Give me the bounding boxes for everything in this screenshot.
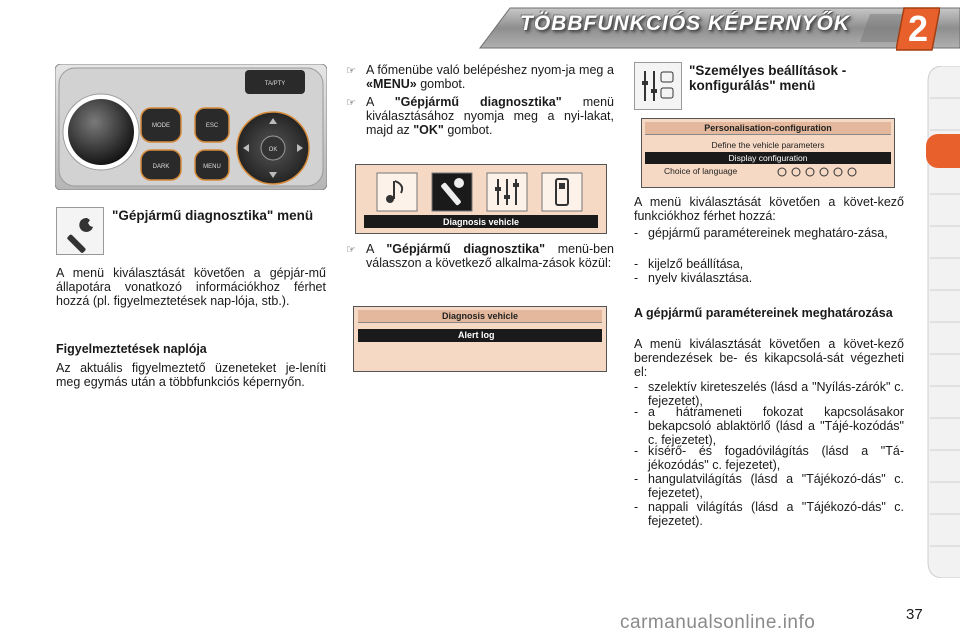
personalisation-screen-title: Personalisation-configuration [645, 122, 891, 135]
menu-button-label: MENU [203, 164, 221, 170]
settings-icon-box [634, 62, 682, 110]
alert-log-text: Az aktuális figyelmeztető üzeneteket je-leníti meg egymás után a többfunkciós képernyőn. [56, 361, 326, 390]
sliders-icon [635, 63, 681, 109]
ok-button-label: OK [268, 147, 278, 153]
page-number: 37 [906, 606, 923, 623]
diag-menu-text: A menü kiválasztását követően a gépjár-mű állapotára vonatkozó információkhoz férhet hozzá (pl. figyelmeztetések nap-lója, stb.). [56, 266, 326, 309]
pointer-icon: ☞ [346, 97, 356, 109]
chapter-number: 2 [907, 8, 929, 49]
step-3-text: A "Gépjármű diagnosztika" menü-ben válasszon a következő alkalma-zások közül: [366, 242, 614, 271]
list-item: - kijelző beállítása, [634, 257, 744, 271]
step-1-text: A főmenübe való belépéshez nyom-ja meg a «MENU» gombot. [366, 63, 614, 92]
page-title: TÖBBFUNKCIÓS KÉPERNYŐK [520, 12, 851, 35]
vehicle-params-heading: A gépjármű paramétereinek meghatározása [634, 306, 893, 320]
screen-diagnosis-label: Diagnosis vehicle [442, 217, 520, 227]
esc-button-label: ESC [205, 123, 219, 129]
screen-item-language: Choice of language [664, 166, 738, 176]
pointer-icon: ☞ [346, 65, 356, 77]
ta-button-label: TA/PTY [264, 81, 286, 87]
mode-button-label: MODE [152, 123, 170, 129]
list-item: - nappali világítás (lásd a "Tájékozó-dás" c. fejezetet). [634, 500, 904, 529]
dark-button-label: DARK [152, 164, 170, 170]
diagnosis-screen [353, 306, 607, 372]
step-2-text: A "Gépjármű diagnosztika" menü kiválasztásához nyomja meg a nyi-lakat, majd az "OK" gombot. [366, 95, 614, 138]
list-item: - kísérő- és fogadóvilágítás (lásd a "Tá-jékozódás" c. fejezetet), [634, 444, 904, 473]
list-item: - a hátrameneti fokozat kapcsolásakor bekapcsoló ablaktörlő (lásd a "Tájé-kozódás" c. fejezetet), [634, 405, 904, 448]
vehicle-params-text: A menü kiválasztását követően a követ-kező berendezések be- és kikapcsolá-sát végezheti el: [634, 337, 904, 380]
language-flags-icon [776, 167, 866, 177]
wrench-icon [57, 208, 103, 254]
watermark: carmanualsonline.info [620, 612, 816, 633]
diag-menu-title: "Gépjármű diagnosztika" menü [112, 208, 314, 223]
personal-intro-text: A menü kiválasztását követően a követ-kező funkciókhoz férhet hozzá: [634, 195, 904, 224]
wrench-icon-box [56, 207, 104, 255]
screen-item-display: Display configuration [645, 152, 891, 164]
main-menu-screen [355, 164, 607, 234]
personal-settings-title: "Személyes beállítások - konfigurálás" menü [689, 63, 847, 93]
list-item: - nyelv kiválasztása. [634, 271, 753, 285]
screen-item-define: Define the vehicle parameters [711, 140, 825, 150]
alert-log-heading: Figyelmeztetések naplója [56, 342, 207, 356]
list-item: - gépjármű paramétereinek meghatáro-zása, [634, 226, 888, 240]
list-item: - hangulatvilágítás (lásd a "Tájékozó-dás" c. fejezetet), [634, 472, 904, 501]
control-panel-image [55, 64, 327, 190]
pointer-icon: ☞ [346, 244, 356, 256]
diagnosis-screen-title: Diagnosis vehicle [358, 310, 602, 323]
alert-log-menu-item: Alert log [358, 329, 602, 342]
list-item: - szelektív kireteszelés (lásd a "Nyílás-zárók" c. fejezetet), [634, 380, 904, 409]
personalisation-screen [641, 118, 895, 188]
active-chapter-tab[interactable] [926, 134, 960, 168]
